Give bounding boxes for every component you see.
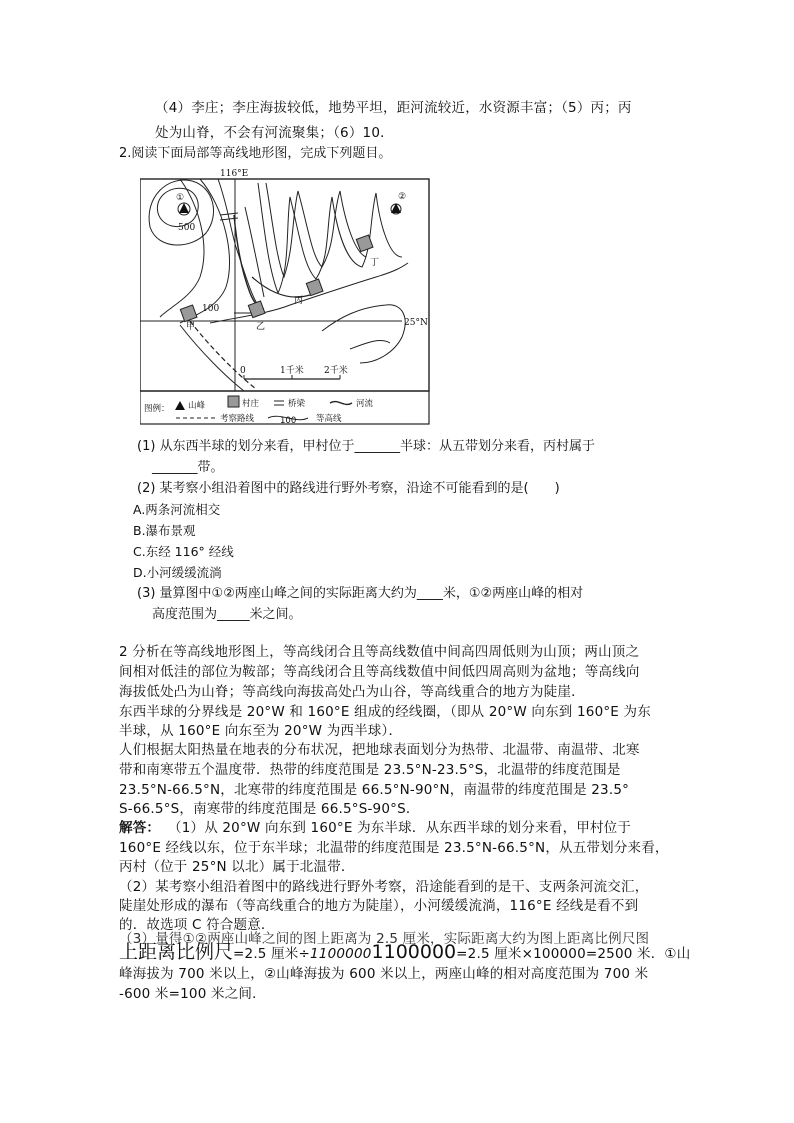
analysis-line-5: 半球，从 160°E 向东至为 20°W 为西半球）． [119, 723, 403, 739]
legend-peak-symbol [175, 401, 185, 410]
analysis-line-6: 人们根据太阳热量在地表的分布状况，把地球表面划分为热带、北温带、南温带、北寒 [119, 742, 640, 758]
previous-answer-line-2: 处为山脊，不会有河流聚集；（6）10． [155, 125, 394, 141]
analysis-line-7: 带和南寒带五个温度带．热带的纬度范围是 23.5°N-23.5°S，北温带的纬度范围是 [119, 762, 621, 778]
solve-line-4: （2）某考察小组沿着图中的路线进行野外考察，沿途能看到的是干、支两条河流交汇， [119, 879, 649, 895]
formula-fragment-d: 1100000 [371, 941, 457, 963]
question-3-line-1: (3) 量算图中①②两座山峰之间的实际距离大约为____米，①②两座山峰的相对 [137, 586, 584, 601]
longitude-label: 116°E [220, 169, 249, 179]
question-2: (2) 某考察小组沿着图中的路线进行野外考察，沿途不可能看到的是( ) [137, 481, 560, 496]
contour-label-100: 100 [202, 304, 220, 314]
analysis-line-8: 23.5°N-66.5°N，北寒带的纬度范围是 66.5°N-90°N，南温带的纬度范围是 23.5° [119, 782, 630, 798]
analysis-line-2: 间相对低洼的部位为鞍部；等高线闭合且等高线数值中间低四周高则为盆地；等高线向 [119, 664, 640, 680]
option-c: C.东经 116° 经线 [133, 544, 234, 559]
solve-line-1: （1）从 20°W 向东到 160°E 为东半球．从东西半球的划分来看，甲村位于 [168, 820, 632, 836]
solve-line-6: 的．故选项 C 符合题意． [119, 917, 275, 933]
option-b: B.瀑布景观 [133, 523, 196, 538]
legend-route-label: 考察路线 [220, 414, 255, 424]
legend-bridge-symbol [274, 401, 284, 405]
solve-line-5: 陡崖处形成的瀑布（等高线重合的地方为陡崖），小河缓缓流淌，116°E 经线是看不到 [119, 898, 639, 914]
question-1-line-2: _______带。 [152, 460, 224, 475]
formula-fragment-e: =2.5 厘米×100000=2500 米．①山 [456, 946, 691, 962]
question-1-line-1: (1) 从东西半球的划分来看，甲村位于_______半球：从五带划分来看，丙村属于 [137, 439, 596, 454]
village-jia [180, 305, 197, 322]
solve-line-3: 丙村（位于 25°N 以北）属于北温带． [119, 859, 355, 875]
legend-bridge-label: 桥梁 [288, 399, 306, 409]
legend-river-label: 河流 [356, 399, 374, 409]
last-line-1: 峰海拔为 700 米以上，②山峰海拔为 600 米以上，两座山峰的相对高度范围为 700 米 [119, 966, 649, 982]
legend-contour-value: 100 [280, 416, 297, 425]
village-yi-label: 乙 [256, 322, 266, 332]
village-jia-label: 甲 [186, 322, 196, 332]
scale-label-1km: 1千米 [280, 366, 304, 376]
analysis-line-4: 东西半球的分界线是 20°W 和 160°E 组成的经线圈，（即从 20°W 向东到 160°E 为东 [119, 704, 651, 720]
legend-contour-label: 等高线 [316, 414, 342, 424]
legend-peak-label: 山峰 [188, 401, 206, 411]
scale-label-0: 0 [240, 366, 246, 376]
previous-answer-line-1: （4）李庄；李庄海拔较低，地势平坦，距河流较近，水资源丰富；（5）丙；丙 [155, 100, 632, 116]
village-bing [306, 279, 323, 296]
peak-1 [178, 203, 190, 215]
analysis-line-1: 2 分析在等高线地形图上，等高线闭合且等高线数值中间高四周低则为山顶；两山顶之 [119, 644, 640, 660]
legend-title: 图例： [144, 404, 170, 414]
analysis-line-3: 海拔低处凸为山脊；等高线向海拔高处凸为山谷，等高线重合的地方为陡崖． [119, 684, 585, 700]
question-title: 2.阅读下面局部等高线地形图，完成下列题目。 [119, 146, 392, 161]
village-bing-label: 丙 [294, 296, 304, 306]
legend-village-label: 村庄 [242, 399, 260, 409]
analysis-line-9: S-66.5°S，南寒带的纬度范围是 66.5°S-90°S． [119, 801, 420, 817]
contour-map [140, 167, 430, 425]
scale-label-2km: 2千米 [324, 366, 348, 376]
formula-line [119, 941, 690, 965]
village-ding-label: 丁 [370, 258, 380, 268]
last-line-2: -600 米=100 米之间． [119, 986, 266, 1002]
peak-1-label: ① [176, 193, 185, 203]
peak-2 [391, 203, 401, 214]
river [234, 215, 264, 309]
road-line [180, 325, 244, 391]
peak-2-label: ② [398, 192, 407, 202]
latitude-label: 25°N [404, 318, 428, 328]
legend-river-symbol [330, 402, 352, 405]
formula-fragment-c: 1100000 [310, 946, 372, 962]
solve-label: 解答： [119, 820, 161, 836]
legend-village-symbol [228, 396, 239, 407]
option-a: A.两条河流相交 [133, 502, 221, 517]
solve-line-7: （3）量得①②两座山峰之间的图上距离为 2.5 厘米，实际距离大约为图上距离比例尺图 [119, 931, 650, 947]
question-3-line-2: 高度范围为_____米之间。 [152, 607, 302, 622]
formula-fragment-a: 上距离比例尺 [119, 941, 234, 963]
solve-line-2: 160°E 经线以东，位于东半球；北温带的纬度范围是 23.5°N-66.5°N，从五带划分来看， [119, 840, 669, 856]
contour-label-500: 500 [178, 223, 196, 233]
option-d: D.小河缓缓流淌 [133, 565, 222, 580]
village-ding [356, 235, 373, 252]
formula-fragment-b: =2.5 厘米÷ [233, 946, 310, 962]
